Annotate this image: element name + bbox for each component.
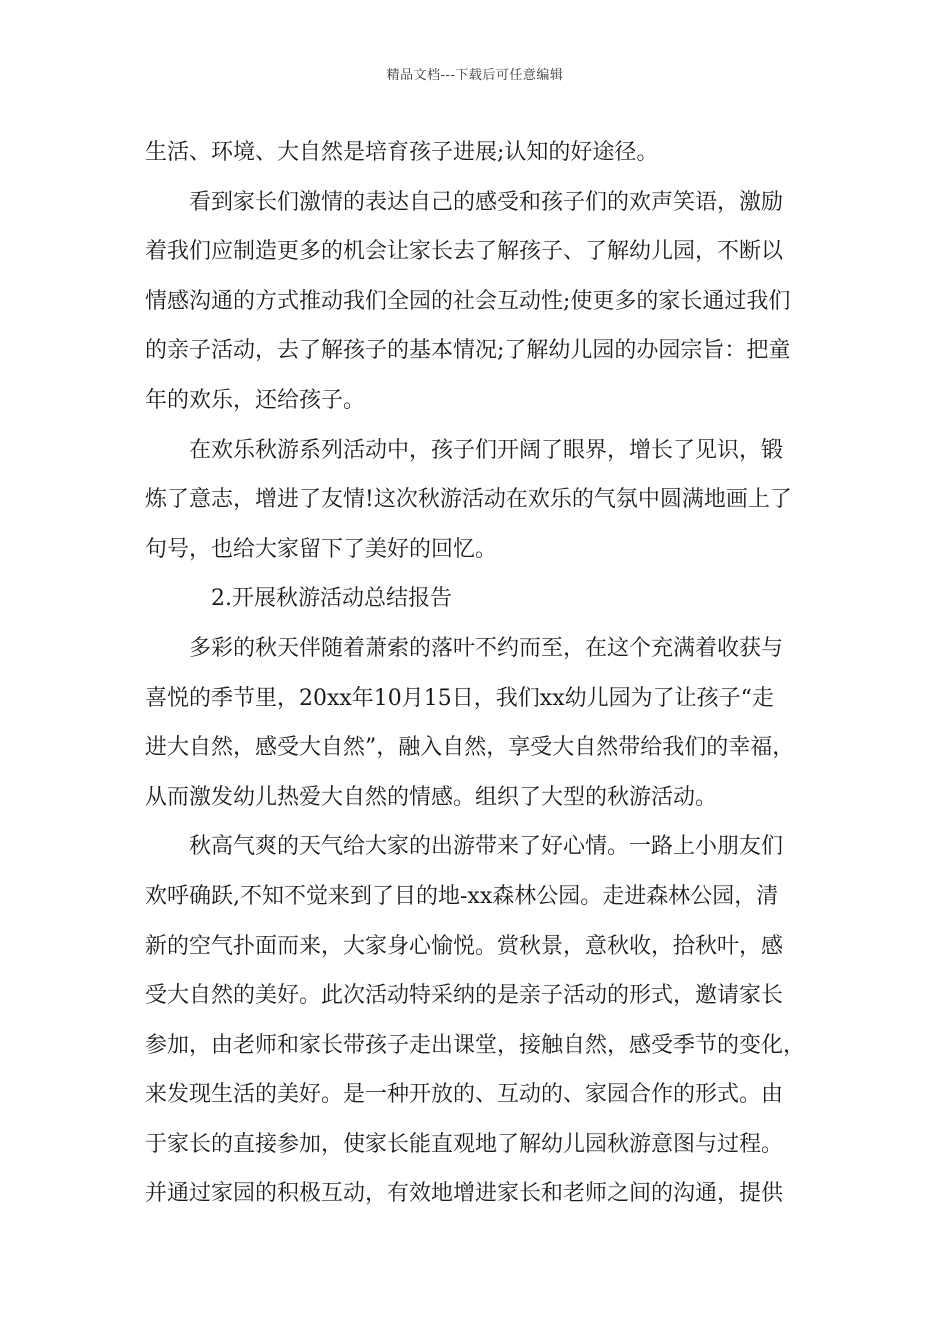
- text-line: 炼了意志，增进了友情!这次秋游活动在欢乐的气氛中圆满地画上了: [145, 487, 792, 513]
- paragraph-start-line: 看到家长们激情的表达自己的感受和孩子们的欢声笑语，激励: [189, 189, 784, 215]
- paragraph-start-line: 在欢乐秋游系列活动中，孩子们开阔了眼界，增长了见识，锻: [189, 437, 784, 463]
- text-line: 新的空气扑面而来，大家身心愉悦。赏秋景，意秋收，拾秋叶，感: [145, 933, 784, 959]
- text-line: 从而激发幼儿热爱大自然的情感。组织了大型的秋游活动。: [145, 784, 718, 810]
- text-line: 生活、环境、大自然是培育孩子进展;认知的好途径。: [145, 140, 659, 165]
- text-line: 的亲子活动，去了解孩子的基本情况;了解幼儿园的办园宗旨：把童: [145, 338, 791, 364]
- text-line: 欢呼确跃,不知不觉来到了目的地-xx森林公园。走进森林公园，清: [145, 883, 779, 909]
- text-line: 年的欢乐，还给孩子。: [145, 387, 366, 413]
- text-line: 参加，由老师和家长带孩子走出课堂，接触自然，感受季节的变化，: [145, 1032, 806, 1058]
- text-line: 于家长的直接参加，使家长能直观地了解幼儿园秋游意图与过程。: [145, 1131, 784, 1157]
- document-body: [145, 128, 810, 1219]
- text-line: 情感沟通的方式推动我们全园的社会互动性;使更多的家长通过我们: [145, 288, 791, 314]
- text-line: 进大自然，感受大自然”，融入自然，享受大自然带给我们的幸福，: [145, 735, 795, 761]
- text-line: 来发现生活的美好。是一种开放的、互动的、家园合作的形式。由: [145, 1082, 784, 1108]
- page-header: 精品文档---下载后可任意编辑: [386, 68, 564, 83]
- paragraph-start-line: 多彩的秋天伴随着萧索的落叶不约而至，在这个充满着收获与: [189, 635, 784, 661]
- text-line: 并通过家园的积极互动，有效地增进家长和老师之间的沟通，提供: [145, 1181, 784, 1207]
- text-line: 喜悦的季节里，20xx年10月15日，我们xx幼儿园为了让孩子“走: [145, 685, 774, 711]
- section-heading: 2.开展秋游活动总结报告: [211, 586, 452, 612]
- text-line: 着我们应制造更多的机会让家长去了解孩子、了解幼儿园，不断以: [145, 239, 784, 265]
- text-line: 句号，也给大家留下了美好的回忆。: [145, 536, 498, 562]
- paragraph-start-line: 秋高气爽的天气给大家的出游带来了好心情。一路上小朋友们: [189, 834, 784, 860]
- text-line: 受大自然的美好。此次活动特采纳的是亲子活动的形式，邀请家长: [145, 983, 784, 1009]
